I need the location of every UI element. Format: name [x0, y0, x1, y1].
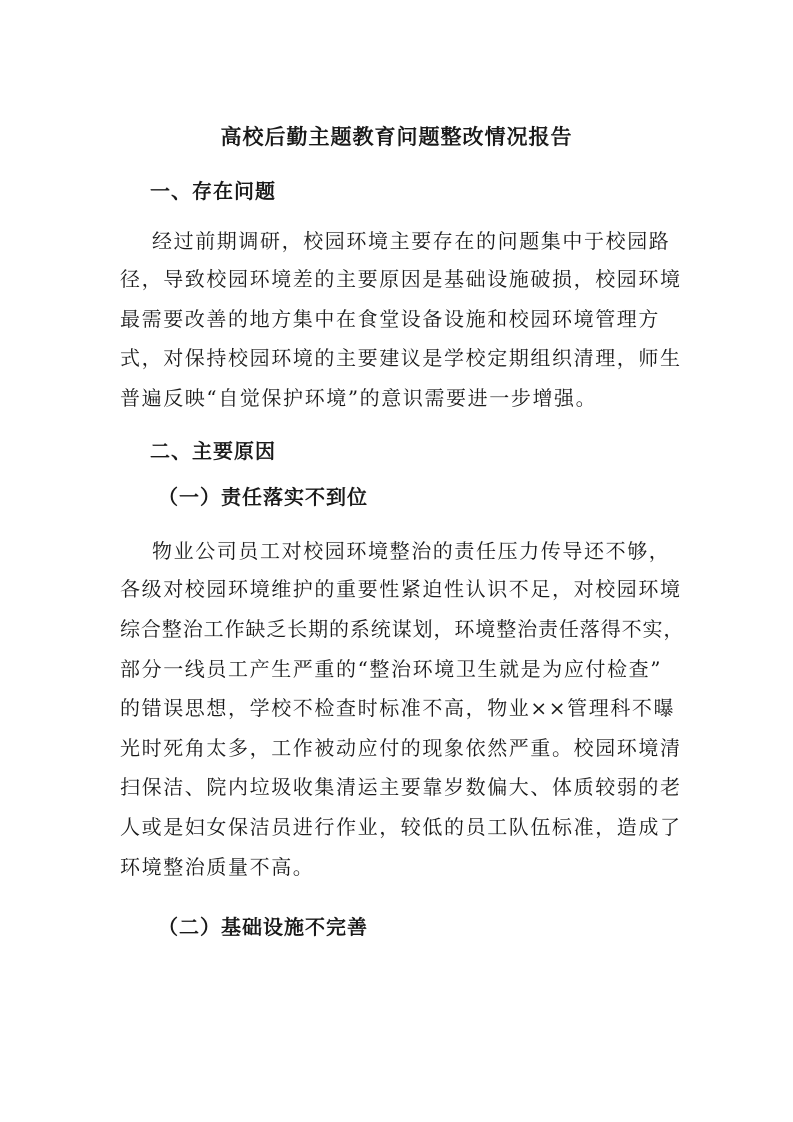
paragraph-line: 经过前期调研，校园环境主要存在的问题集中于校园路: [152, 229, 671, 253]
paragraph-line: 径，导致校园环境差的主要原因是基础设施破损，校园环境: [120, 267, 682, 291]
section-heading-problems: 一、存在问题: [150, 179, 276, 203]
paragraph-line: 人或是妇女保洁员进行作业，较低的员工队伍标准，造成了: [120, 815, 682, 839]
paragraph-line: 式，对保持校园环境的主要建议是学校定期组织清理，师生: [120, 346, 682, 370]
paragraph-line: 环境整治质量不高。: [120, 855, 315, 879]
paragraph-line: 普遍反映“自觉保护环境”的意识需要进一步增强。: [120, 386, 598, 410]
paragraph-line: 扫保洁、院内垃圾收集清运主要靠岁数偏大、体质较弱的老: [120, 775, 682, 799]
subsection-heading-infrastructure: （二）基础设施不完善: [158, 915, 368, 939]
section-heading-causes: 二、主要原因: [150, 439, 276, 463]
paragraph-line: 综合整治工作缺乏长期的系统谋划，环境整治责任落得不实，: [120, 617, 685, 641]
document-title: 高校后勤主题教育问题整改情况报告: [220, 124, 573, 149]
paragraph-line: 最需要改善的地方集中在食堂设备设施和校园环境管理方: [120, 307, 660, 331]
subsection-heading-responsibility: （一）责任落实不到位: [158, 485, 368, 509]
paragraph-line: 物业公司员工对校园环境整治的责任压力传导还不够，: [152, 539, 671, 563]
paragraph-line: 部分一线员工产生严重的“整治环境卫生就是为应付检查”: [120, 657, 663, 681]
paragraph-line: 各级对校园环境维护的重要性紧迫性认识不足，对校园环境: [120, 577, 682, 601]
paragraph-line: 的错误思想，学校不检查时标准不高，物业××管理科不曝: [120, 696, 676, 720]
paragraph-line: 光时死角太多，工作被动应付的现象依然严重。校园环境清: [120, 736, 682, 760]
